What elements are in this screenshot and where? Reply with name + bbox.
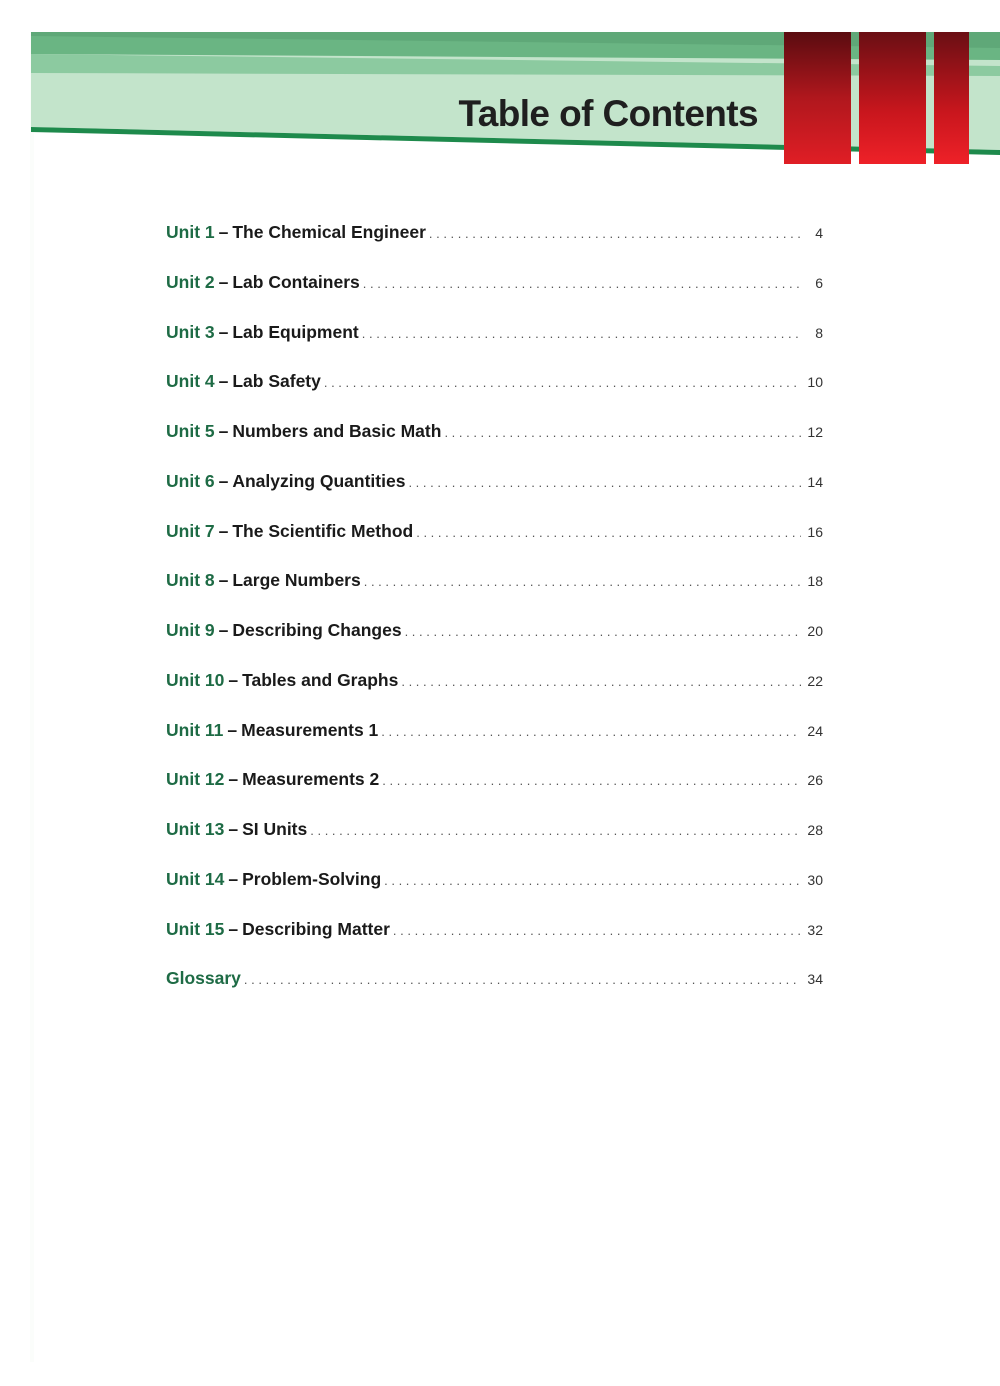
- toc-entry-title: Measurements 1: [241, 719, 379, 740]
- toc-entry-unit: Unit 15: [166, 918, 225, 939]
- toc-entry-page-number: 14: [807, 473, 823, 490]
- toc-entry[interactable]: [166, 421, 823, 471]
- toc-list: [166, 222, 823, 1018]
- toc-entry-title: Measurements 2: [242, 769, 380, 790]
- toc-entry-title: Problem-Solving: [242, 868, 382, 889]
- toc-entry-unit: Glossary: [166, 968, 241, 989]
- toc-entry-unit: Unit 11: [166, 719, 224, 740]
- toc-entry-page-number: 28: [807, 822, 823, 838]
- toc-dot-leader: [362, 326, 801, 341]
- header-banner: [0, 0, 1000, 180]
- toc-entry-unit: Unit 2: [166, 271, 215, 292]
- toc-entry-page-number: 22: [807, 672, 823, 689]
- toc-entry-title: Describing Changes: [232, 620, 402, 640]
- toc-entry-title: The Scientific Method: [232, 520, 414, 541]
- toc-entry-separator: –: [218, 421, 229, 441]
- toc-entry-separator: –: [218, 470, 229, 491]
- toc-entry-separator: –: [218, 271, 229, 292]
- toc-entry-title: Large Numbers: [232, 570, 361, 591]
- toc-entry[interactable]: [166, 521, 823, 571]
- toc-entry-separator: –: [218, 371, 229, 392]
- toc-entry-unit: Unit 7: [166, 520, 215, 541]
- toc-entry[interactable]: [166, 471, 823, 521]
- toc-entry-unit: Unit 4: [166, 371, 215, 392]
- toc-dot-leader: [405, 624, 801, 639]
- toc-entry-unit: Unit 3: [166, 321, 215, 342]
- toc-entry-unit: Unit 6: [166, 470, 215, 491]
- toc-entry-page-number: 30: [807, 871, 823, 888]
- toc-entry-unit: Unit 5: [166, 421, 215, 441]
- toc-entry-title: Lab Equipment: [232, 321, 359, 342]
- toc-entry[interactable]: [166, 620, 823, 670]
- toc-entry-separator: –: [228, 868, 239, 889]
- toc-entry-separator: –: [228, 769, 239, 790]
- toc-dot-leader: [444, 425, 801, 440]
- toc-entry-page-number: 20: [807, 623, 823, 639]
- toc-entry[interactable]: [166, 720, 823, 770]
- toc-dot-leader: [382, 773, 801, 788]
- toc-entry[interactable]: [166, 919, 823, 969]
- toc-dot-leader: [310, 823, 801, 838]
- toc-entry-unit: Unit 9: [166, 620, 215, 640]
- toc-entry-unit: Unit 10: [166, 669, 225, 690]
- toc-entry[interactable]: [166, 272, 823, 322]
- red-bar-1: [784, 32, 851, 164]
- toc-entry[interactable]: [166, 819, 823, 869]
- toc-entry-title: The Chemical Engineer: [232, 222, 426, 242]
- toc-entry-title: Numbers and Basic Math: [232, 421, 442, 441]
- toc-entry-title: SI Units: [242, 819, 308, 839]
- red-bar-2: [859, 32, 926, 164]
- toc-dot-leader: [244, 972, 801, 987]
- toc-entry-page-number: 8: [815, 324, 823, 341]
- toc-entry[interactable]: [166, 769, 823, 819]
- toc-entry-title: Lab Containers: [232, 271, 360, 292]
- toc-entry-unit: Unit 8: [166, 570, 215, 591]
- toc-entry[interactable]: [166, 968, 823, 1018]
- toc-entry-page-number: 32: [807, 921, 823, 938]
- toc-entry[interactable]: [166, 222, 823, 272]
- page-title: Table of Contents: [458, 93, 758, 134]
- toc-entry[interactable]: [166, 869, 823, 919]
- toc-dot-leader: [324, 375, 801, 390]
- toc-entry-separator: –: [227, 719, 238, 740]
- toc-entry-unit: Unit 13: [166, 819, 225, 839]
- toc-entry-title: Tables and Graphs: [242, 669, 399, 690]
- toc-entry-separator: –: [218, 570, 229, 591]
- toc-dot-leader: [363, 276, 801, 291]
- toc-entry-page-number: 12: [807, 424, 823, 440]
- toc-dot-leader: [384, 873, 801, 888]
- toc-entry-page-number: 18: [807, 573, 823, 590]
- toc-entry[interactable]: [166, 322, 823, 372]
- toc-entry-separator: –: [228, 918, 239, 939]
- page-edge: [30, 32, 34, 1362]
- toc-entry-page-number: 10: [807, 374, 823, 391]
- toc-entry-separator: –: [228, 669, 239, 690]
- toc-dot-leader: [381, 724, 801, 739]
- toc-entry[interactable]: [166, 371, 823, 421]
- toc-entry-page-number: 16: [807, 523, 823, 540]
- toc-entry-separator: –: [218, 321, 229, 342]
- toc-entry-unit: Unit 14: [166, 868, 225, 889]
- toc-dot-leader: [408, 475, 801, 490]
- toc-dot-leader: [401, 674, 801, 689]
- toc-entry-unit: Unit 1: [166, 222, 215, 242]
- red-bar-3: [934, 32, 969, 164]
- toc-entry-separator: –: [218, 222, 229, 242]
- toc-entry-page-number: 4: [815, 225, 823, 241]
- toc-entry-page-number: 6: [815, 274, 823, 291]
- toc-dot-leader: [364, 574, 801, 589]
- toc-dot-leader: [416, 525, 801, 540]
- toc-entry-title: Analyzing Quantities: [232, 470, 406, 491]
- toc-entry-title: Describing Matter: [242, 918, 390, 939]
- toc-entry-separator: –: [228, 819, 239, 839]
- toc-entry-title: Lab Safety: [232, 371, 321, 392]
- toc-entry[interactable]: [166, 570, 823, 620]
- toc-entry-separator: –: [218, 520, 229, 541]
- toc-entry[interactable]: [166, 670, 823, 720]
- toc-entry-page-number: 24: [807, 722, 823, 739]
- toc-entry-page-number: 26: [807, 772, 823, 789]
- toc-entry-page-number: 34: [807, 971, 823, 988]
- toc-entry-separator: –: [218, 620, 229, 640]
- toc-dot-leader: [429, 226, 801, 241]
- toc-dot-leader: [393, 923, 801, 938]
- toc-entry-unit: Unit 12: [166, 769, 225, 790]
